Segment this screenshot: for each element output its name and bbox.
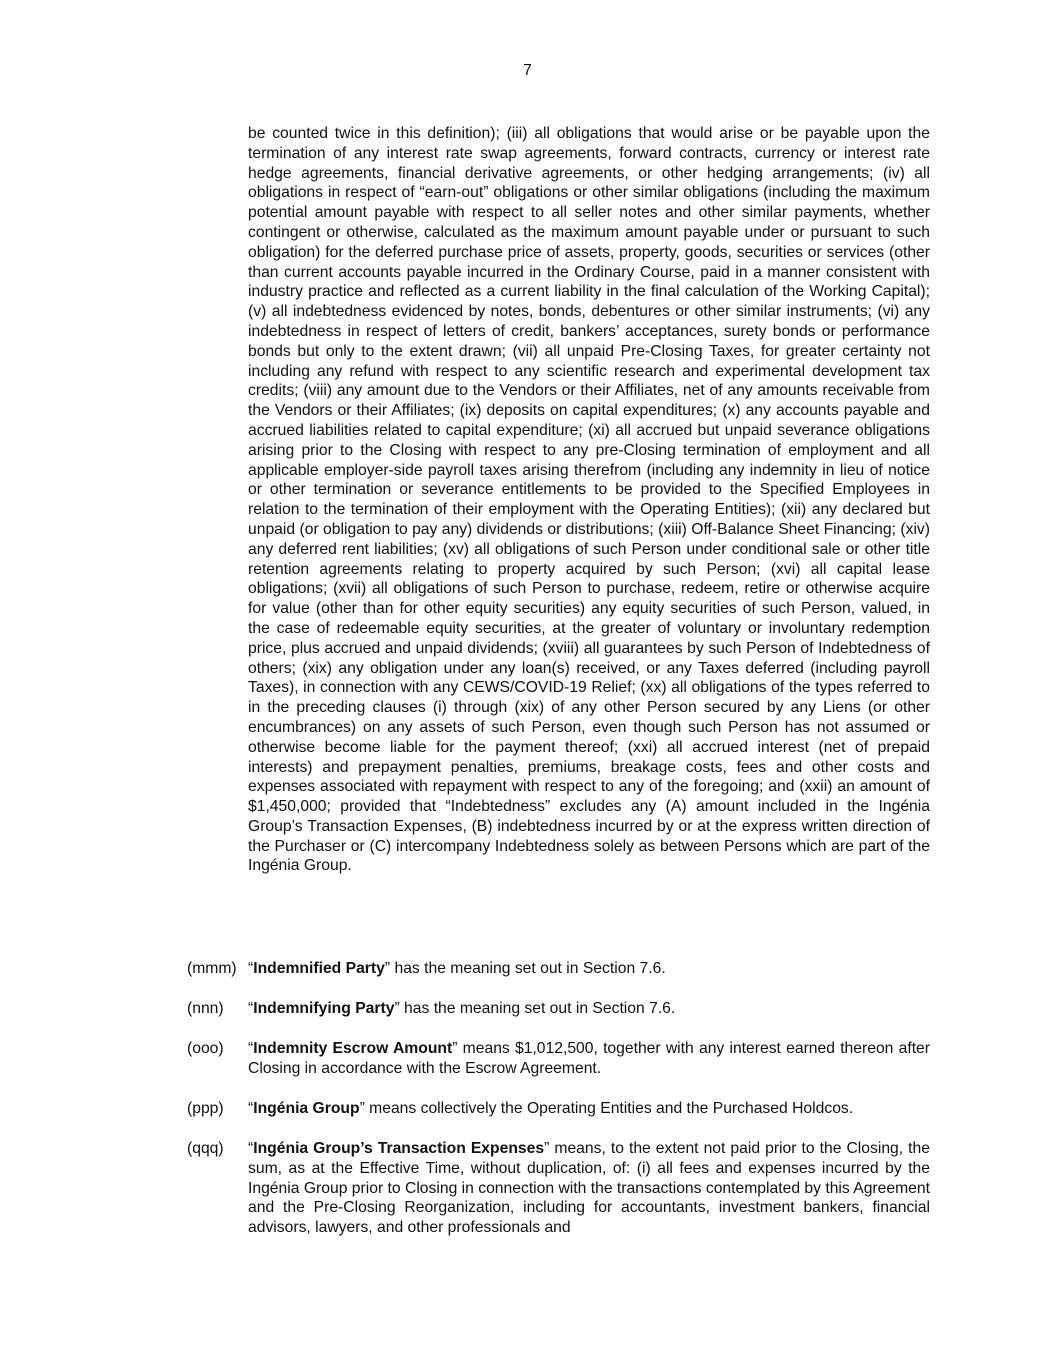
definition-body <box>248 999 930 1019</box>
definition-marker: (ooo) <box>187 1040 224 1057</box>
definition-nnn <box>187 999 930 1019</box>
definition-mmm <box>187 959 930 979</box>
open-quote: “ <box>248 1000 254 1017</box>
defined-term: Ingénia Group <box>253 1100 360 1117</box>
definition-ppp <box>187 1099 930 1119</box>
defined-term: Indemnity Escrow Amount <box>253 1040 453 1057</box>
definition-marker: (qqq) <box>187 1140 224 1157</box>
close-quote: ” <box>359 1100 365 1117</box>
definition-text: has the meaning set out in Section 7.6. <box>390 960 666 977</box>
definition-marker: (ppp) <box>187 1100 224 1117</box>
definition-marker: (nnn) <box>187 1000 224 1017</box>
page-number: 7 <box>523 62 532 79</box>
open-quote: “ <box>248 1040 254 1057</box>
definition-ooo <box>187 1039 930 1079</box>
definition-body <box>248 1099 930 1119</box>
defined-term: Indemnifying Party <box>253 1000 395 1017</box>
close-quote: ” <box>394 1000 400 1017</box>
definition-text: has the meaning set out in Section 7.6. <box>399 1000 676 1017</box>
open-quote: “ <box>248 1100 254 1117</box>
definition-body <box>248 1139 930 1238</box>
defined-term: Ingénia Group’s Transaction Expenses <box>253 1140 545 1157</box>
definition-marker: (mmm) <box>187 960 237 977</box>
close-quote: ” <box>384 960 391 977</box>
defined-term: Indemnified Party <box>253 960 385 977</box>
definition-body <box>248 1039 930 1079</box>
open-quote: “ <box>248 960 254 977</box>
close-quote: ” <box>544 1140 550 1157</box>
definition-qqq <box>187 1139 930 1238</box>
definition-text: means $1,012,500, together with any interest earned thereon after Closing in accordance with the Escrow Agreement. <box>248 1040 931 1077</box>
open-quote: “ <box>248 1140 254 1157</box>
definition-body <box>248 959 930 979</box>
definition-text: means collectively the Operating Entities and the Purchased Holdcos. <box>364 1100 854 1117</box>
definition-text: means, to the extent not paid prior to the Closing, the sum, as at the Effective Time, without duplication, of: (i) all fees and expenses incurred by the Ingénia Group prior to Closing in connection with the transactions contemplated by this Agreement and the Pre-Closing Reorganization, including for accountants, investment bankers, financial advisors, lawyers, and other professionals and <box>248 1140 930 1237</box>
indebtedness-definition-continuation: be counted twice in this definition); (iii) all obligations that would arise or be payable upon the termination of any interest rate swap agreements, forward contracts, currency or interest rate hedge agreements, financial derivative agreements, or other hedging arrangements; (iv) all obligations in respect of “earn-out” obligations or other similar obligations (including the maximum potential amount payable with respect to all seller notes and other similar payments, whether contingent or otherwise, calculated as the maximum amount payable under or pursuant to such obligation) for the deferred purchase price of assets, property, goods, securities or services (other than current accounts payable incurred in the Ordinary Course, paid in a manner consistent with industry practice and reflected as a current liability in the final calculation of the Working Capital); (v) all indebtedness evidenced by notes, bonds, debentures or other similar instruments; (vi) any indebtedness in respect of letters of credit, bankers’ acceptances, surety bonds or performance bonds but only to the extent drawn; (vii) all unpaid Pre-Closing Taxes, for greater certainty not including any refund with respect to any scientific research and experimental development tax credits; (viii) any amount due to the Vendors or their Affiliates, net of any amounts receivable from the Vendors or their Affiliates; (ix) deposits on capital expenditures; (x) any accounts payable and accrued liabilities related to capital expenditure; (xi) all accrued but unpaid severance obligations arising prior to the Closing with respect to any pre-Closing termination of employment and all applicable employer-side payroll taxes arising therefrom (including any indemnity in lieu of notice or other termination or severance entitlements to be provided to the Specified Employees in relation to the termination of their employment with the Operating Entities); (xii) any declared but unpaid (or obligation to pay any) dividends or distributions; (xiii) Off-Balance Sheet Financing; (xiv) any deferred rent liabilities; (xv) all obligations of such Person under conditional sale or other title retention agreements relating to property acquired by such Person; (xvi) all capital lease obligations; (xvii) all obligations of such Person to purchase, redeem, retire or otherwise acquire for value (other than for other equity securities) any equity securities of such Person, valued, in the case of redeemable equity securities, at the greater of voluntary or involuntary redemption price, plus accrued and unpaid dividends; (xviii) all guarantees by such Person of Indebtedness of others; (xix) any obligation under any loan(s) received, or any Taxes deferred (including payroll Taxes), in connection with any CEWS/COVID-19 Relief; (xx) all obligations of the types referred to in the preceding clauses (i) through (xix) of any other Person secured by any Liens (or other encumbrances) on any assets of such Person, even though such Person has not assumed or otherwise become liable for the payment thereof; (xxi) all accrued interest (net of prepaid interests) and prepayment penalties, premiums, breakage costs, fees and other costs and expenses associated with repayment with respect to any of the foregoing; and (xxii) an amount of $1,450,000; provided that “Indebtedness” excludes any (A) amount included in the Ingénia Group’s Transaction Expenses, (B) indebtedness incurred by or at the express written direction of the Purchaser or (C) intercompany Indebtedness solely as between Persons which are part of the Ingénia Group. <box>248 125 930 875</box>
close-quote: ” <box>452 1040 458 1057</box>
